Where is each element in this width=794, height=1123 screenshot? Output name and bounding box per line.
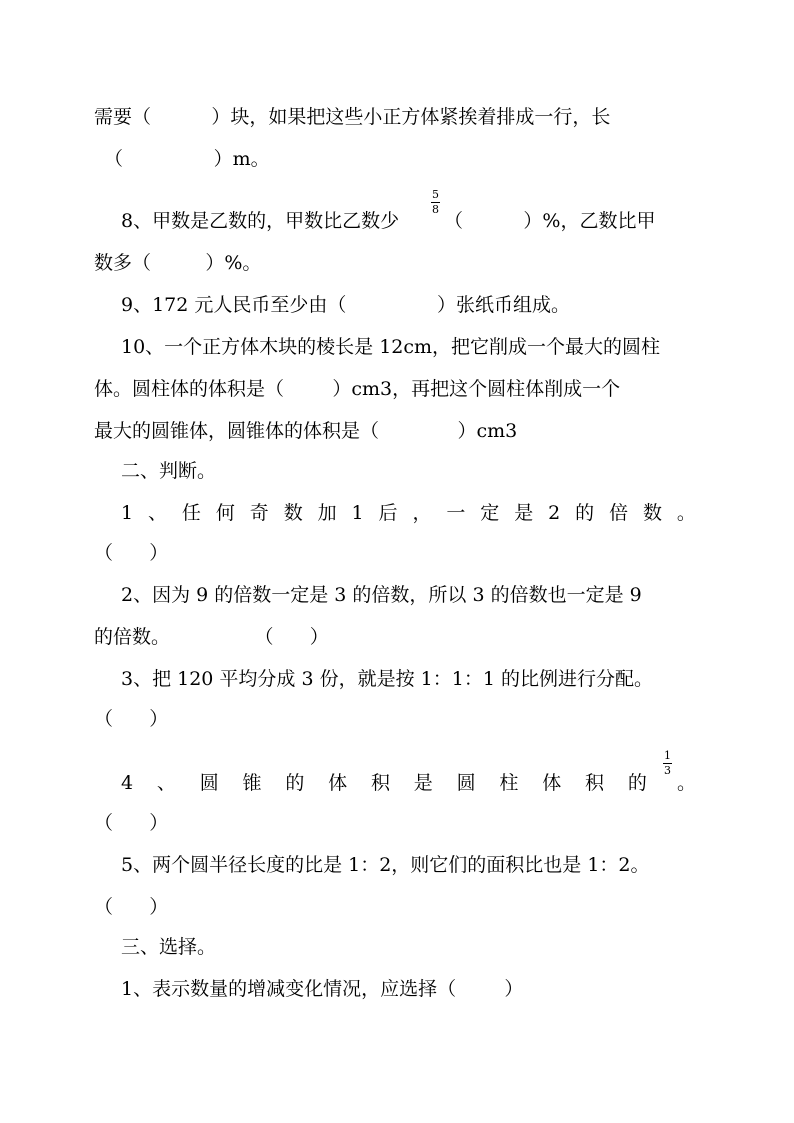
- judge-1-line-1: 1 、 任 何 奇 数 加 1 后 ， 一 定 是 2 的 倍 数 。: [121, 502, 696, 524]
- judge-4-line-1: 4 、 圆 锥 的 体 积 是 圆 柱 体 积 的: [121, 772, 647, 794]
- q10-line-1: 10、一个正方体木块的棱长是 12cm，把它削成一个最大的圆柱: [121, 336, 661, 358]
- judge-4-fraction-numerator: 1: [664, 749, 671, 762]
- q7-line-2: （ ）m。: [104, 148, 270, 170]
- judge-5-answer: （ ）: [94, 896, 169, 918]
- judge-1-answer: （ ）: [94, 542, 169, 564]
- judge-4-fraction: [663, 750, 672, 777]
- judge-5-line-1: 5、两个圆半径长度的比是 1：2，则它们的面积比也是 1：2。: [121, 854, 650, 876]
- q8-fraction: [431, 189, 440, 216]
- section-3-title: 三、选择。: [121, 936, 217, 958]
- judge-2-line-2: 的倍数。 （ ）: [94, 626, 329, 648]
- q7-line-1: 需要（ ）块，如果把这些小正方体紧挨着排成一行，长: [94, 106, 611, 128]
- judge-3-answer: （ ）: [94, 708, 169, 730]
- section-2-title: 二、判断。: [121, 460, 217, 482]
- q8-line-2: 数多（ ）%。: [94, 252, 262, 274]
- q9-line: 9、172 元人民币至少由（ ）张纸币组成。: [121, 294, 570, 316]
- q10-line-3: 最大的圆锥体，圆锥体的体积是（ ）cm3: [94, 420, 518, 442]
- q8-line-1a: 8、甲数是乙数的，甲数比乙数少: [121, 210, 400, 232]
- q8-fraction-denominator: 8: [432, 203, 439, 216]
- judge-4-fraction-denominator: 3: [664, 764, 671, 777]
- q8-fraction-numerator: 5: [432, 188, 439, 201]
- judge-4-period: 。: [677, 772, 697, 794]
- judge-3-line-1: 3、把 120 平均分成 3 份，就是按 1：1：1 的比例进行分配。: [121, 668, 653, 690]
- judge-2-line-1: 2、因为 9 的倍数一定是 3 的倍数，所以 3 的倍数也一定是 9: [121, 584, 642, 606]
- judge-4-answer: （ ）: [94, 812, 169, 834]
- q10-line-2: 体。圆柱体的体积是（ ）cm3，再把这个圆柱体削成一个: [94, 378, 621, 400]
- q8-line-1b: （ ）%，乙数比甲: [444, 210, 656, 232]
- choice-1-line: 1、表示数量的增减变化情况，应选择（ ）: [121, 978, 524, 1000]
